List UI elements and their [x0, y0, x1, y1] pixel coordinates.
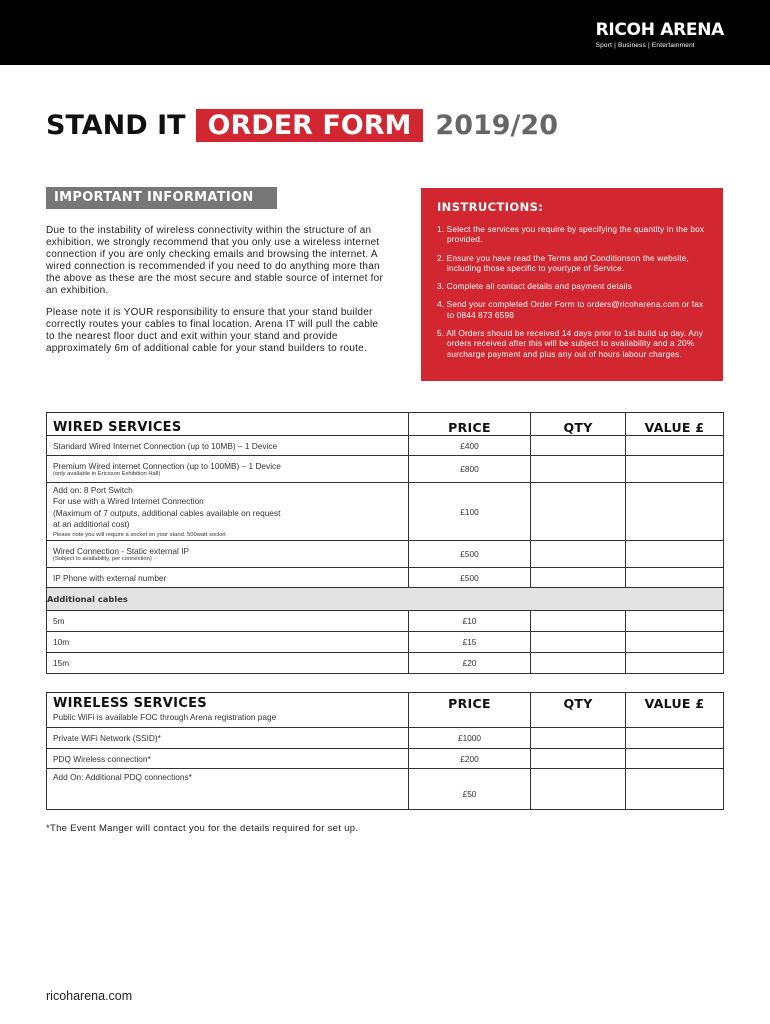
table-row: [47, 483, 724, 541]
value-input-cell[interactable]: [626, 483, 724, 541]
wired-services-table: [46, 412, 724, 674]
qty-input-cell[interactable]: [531, 769, 626, 810]
table-row: [47, 541, 724, 568]
cable-label: 15m: [47, 653, 409, 674]
brand-tagline: Sport | Business | Entertainment: [595, 42, 695, 49]
service-description: [47, 436, 409, 456]
service-description: [47, 568, 409, 588]
service-label: Add On: Additional PDQ connections*: [47, 769, 409, 810]
table-row: [47, 632, 724, 653]
service-label: PDQ Wireless connection*: [47, 749, 409, 769]
wired-services-heading: WIRED SERVICES: [47, 413, 409, 436]
service-price: £1000: [409, 728, 531, 749]
website-link[interactable]: ricoharena.com: [46, 989, 133, 1003]
instructions-box: [421, 188, 723, 381]
service-price: £800: [409, 456, 531, 483]
qty-input-cell[interactable]: [531, 728, 626, 749]
instruction-item: 2. Ensure you have read the Terms and Conditionson the website, including those specific to yourtype of Service.: [437, 252, 689, 273]
table-header-row: [47, 693, 724, 728]
qty-input-cell[interactable]: [531, 653, 626, 674]
value-input-cell[interactable]: [626, 769, 724, 810]
table-row: [47, 568, 724, 588]
wireless-services-table: [46, 692, 724, 810]
service-label: Private WiFi Network (SSID)*: [47, 728, 409, 749]
table-row: [47, 728, 724, 749]
important-paragraph-2: Please note it is YOUR responsibility to ensure that your stand builder correctly routes your cables to final location. Arena IT will pull the cable to the nearest floor duct and exit within your stand and provide approximately 6m of additional cable for your stand builders to route.: [46, 307, 379, 354]
service-price: £400: [409, 436, 531, 456]
table-row: [47, 749, 724, 769]
additional-cables-heading: Additional cables: [47, 588, 724, 611]
cable-price: £15: [409, 632, 531, 653]
cable-label: 5m: [47, 611, 409, 632]
service-line: Standard Wired Internet Connection (up to 10MB) – 1 Device: [53, 440, 278, 451]
important-paragraph-1: Due to the instability of wireless connectivity within the structure of an exhibition, we strongly recommend that you only use a wireless internet connection if you are only checking emails and browsing the internet. A wired connection is recommended if you need to do anything more than the above as these are the most secure and stable source of internet for an exhibition.: [46, 225, 384, 296]
service-line: Wired Connection - Static external IP: [53, 546, 190, 556]
important-heading: IMPORTANT INFORMATION: [46, 187, 277, 209]
value-input-cell[interactable]: [626, 728, 724, 749]
value-input-cell[interactable]: [626, 436, 724, 456]
service-description: [47, 541, 409, 568]
header-bar: [0, 0, 770, 65]
value-input-cell[interactable]: [626, 749, 724, 769]
table-row: [47, 653, 724, 674]
wireless-subtitle: Public WiFi is available FOC through Arena registration page: [53, 712, 277, 722]
title-part-3: 2019/20: [435, 109, 558, 141]
value-input-cell[interactable]: [626, 541, 724, 568]
value-column-header: VALUE £: [626, 413, 724, 436]
instruction-item: 1. Select the services you require by specifying the quantity in the box provided.: [437, 224, 705, 245]
qty-column-header: QTY: [531, 413, 626, 436]
instructions-title: INSTRUCTIONS:: [437, 200, 544, 214]
qty-input-cell[interactable]: [531, 541, 626, 568]
qty-input-cell[interactable]: [531, 436, 626, 456]
qty-input-cell[interactable]: [531, 568, 626, 588]
service-line: at an additional cost): [53, 519, 130, 529]
service-price: £50: [409, 769, 531, 810]
qty-input-cell[interactable]: [531, 749, 626, 769]
service-note: (only available in Ericsson Exhibition Hall): [53, 471, 161, 477]
title-part-1: STAND IT: [46, 109, 186, 141]
qty-column-header: QTY: [531, 693, 626, 728]
service-line: Premium Wired internet Connection (up to 100MB) – 1 Device: [53, 461, 281, 471]
service-note: (Subject to availability, per connection): [53, 556, 152, 562]
cable-price: £10: [409, 611, 531, 632]
brand-name: RICOH ARENA: [595, 20, 724, 40]
service-price: £500: [409, 568, 531, 588]
instruction-item: 5. All Orders should be received 14 days prior to 1st build up day. Any orders received after this will be subject to availability and a 20% surcharge payment and plus any out of hours labour charges.: [437, 328, 704, 359]
value-column-header: VALUE £: [626, 693, 724, 728]
cable-price: £20: [409, 653, 531, 674]
instruction-item: 3. Complete all contact details and payment details: [437, 281, 632, 292]
value-input-cell[interactable]: [626, 456, 724, 483]
value-input-cell[interactable]: [626, 611, 724, 632]
value-input-cell[interactable]: [626, 568, 724, 588]
instructions-list: [437, 224, 709, 359]
qty-input-cell[interactable]: [531, 632, 626, 653]
service-note: Please note you will require a socket on your stand. 500watt socket: [53, 531, 226, 538]
table-row: [47, 436, 724, 456]
table-row: [47, 769, 724, 810]
service-price: £500: [409, 541, 531, 568]
service-price: £200: [409, 749, 531, 769]
service-line: Add on: 8 Port Switch: [53, 484, 133, 495]
service-line: (Maximum of 7 outputs, additional cables available on request: [53, 507, 281, 518]
wireless-services-heading: WIRELESS SERVICES: [53, 696, 207, 711]
page-title: [46, 106, 558, 144]
table-header-row: [47, 413, 724, 436]
table-row: [47, 611, 724, 632]
brand-logo: [596, 20, 724, 49]
price-column-header: PRICE: [409, 413, 531, 436]
qty-input-cell[interactable]: [531, 483, 626, 541]
wireless-heading-cell: [47, 693, 409, 728]
service-line: For use with a Wired Internet Connection: [53, 496, 204, 506]
table-row: [47, 456, 724, 483]
title-part-2: ORDER FORM: [196, 109, 424, 142]
additional-cables-header-row: [47, 588, 724, 611]
value-input-cell[interactable]: [626, 653, 724, 674]
instruction-item: 4. Send your completed Order Form to orders@ricoharena.com or fax to 0844 873 6598: [437, 299, 704, 320]
service-price: £100: [409, 483, 531, 541]
qty-input-cell[interactable]: [531, 456, 626, 483]
footnote: *The Event Manger will contact you for the details required for set up.: [46, 823, 359, 834]
service-description: [47, 456, 409, 483]
price-column-header: PRICE: [409, 693, 531, 728]
service-line: IP Phone with external number: [53, 572, 167, 583]
value-input-cell[interactable]: [626, 632, 724, 653]
qty-input-cell[interactable]: [531, 611, 626, 632]
service-description: [47, 483, 409, 541]
cable-label: 10m: [47, 632, 409, 653]
